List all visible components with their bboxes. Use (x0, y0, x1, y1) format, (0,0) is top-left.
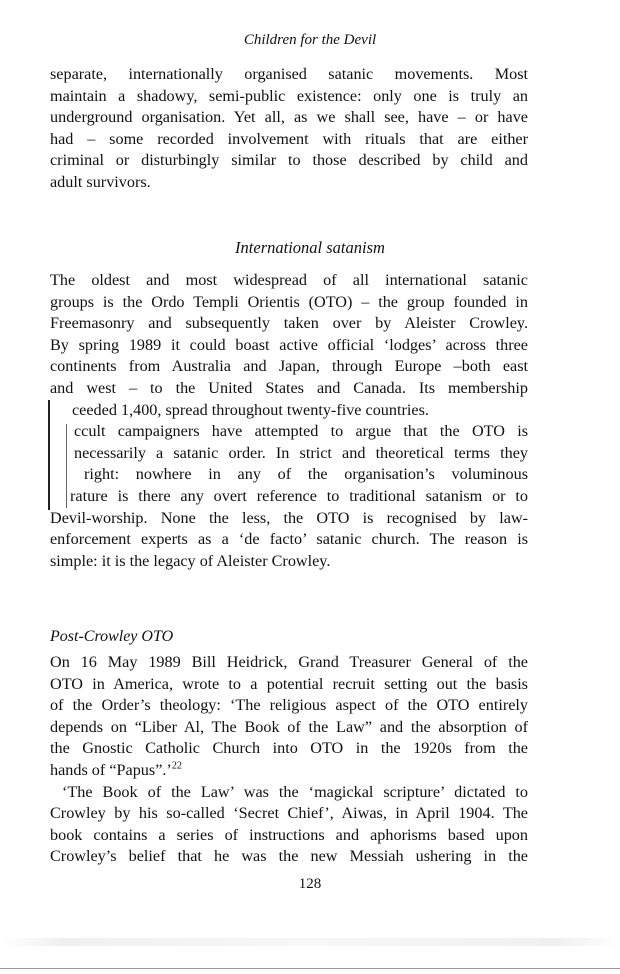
text-line: maintain a shadowy, semi-public existence: only one is truly an (50, 86, 528, 105)
show-through-text (0, 938, 620, 946)
text-line: the Gnostic Catholic Church into OTO in the 1920s from the (50, 739, 528, 758)
text-line: On 16 May 1989 Bill Heidrick, Grand Treasurer General of the (50, 653, 528, 671)
text-line: of the Order’s theology: ‘The religious aspect of the OTO entirely (50, 696, 528, 715)
text-line: had – some recorded involvement with rituals that are either (50, 129, 528, 148)
text-line: groups is the Ordo Templi Orientis (OTO) – the group founded in (50, 292, 528, 311)
text-line: Freemasonry and subsequently taken over by Aleister Crowley. (50, 314, 528, 333)
text-line: ccult campaigners have attempted to argue that the OTO is (74, 422, 528, 441)
text-line: depends on “Liber Al, The Book of the Law” and the absorption of (50, 717, 528, 736)
text-line: enforcement experts as a ‘de facto’ satanic church. The reason is (50, 530, 528, 549)
section-heading: International satanism (235, 238, 385, 257)
section-paragraph (50, 270, 528, 572)
text-line: Crowley by his so-called ‘Secret Chief’, Aiwas, in April 1904. The (50, 804, 528, 823)
text-line: Crowley’s belief that he was the new Messiah ushering in the (50, 847, 528, 866)
text-line: underground organisation. Yet all, as we shall see, have – or have (50, 108, 528, 127)
text-line: Devil-worship. None the less, the OTO is recognised by law- (50, 508, 528, 527)
text-line: simple: it is the legacy of Aleister Crowley. (50, 551, 331, 570)
text-line: and west – to the United States and Canada. Its membership (50, 378, 528, 397)
text-line: OTO in America, wrote to a potential recruit setting out the basis (50, 674, 528, 693)
page-fold-mark (66, 424, 67, 508)
text-line: rature is there any overt reference to traditional satanism or to (70, 486, 528, 505)
text-line: continents from Australia and Japan, through Europe –both east (50, 357, 528, 376)
intro-paragraph (50, 64, 528, 194)
text-line: book contains a series of instructions and aphorisms based upon (50, 825, 528, 844)
text-line: criminal or disturbingly similar to those described by child and (50, 151, 528, 170)
text-fragment: hands of “Papus”.’ (50, 760, 172, 779)
text-line: adult survivors. (50, 172, 151, 191)
text-line (50, 760, 528, 782)
subheading: Post-Crowley OTO (50, 628, 174, 645)
text-line: The oldest and most widespread of all international satanic (50, 271, 528, 289)
post-crowley-paragraph (50, 652, 528, 868)
page-edge (0, 968, 620, 969)
text-line: ‘The Book of the Law’ was the ‘magickal scripture’ dictated to (62, 782, 528, 801)
text-line: By spring 1989 it could boast active official ‘lodges’ across three (50, 335, 528, 354)
text-line: ceeded 1,400, spread throughout twenty-five countries. (72, 400, 429, 419)
text-line: necessarily a satanic order. In strict and theoretical terms they (74, 443, 528, 462)
footnote-reference: 22 (171, 760, 182, 772)
text-line: right: nowhere in any of the organisation’s voluminous (84, 465, 528, 484)
text-line: separate, internationally organised satanic movements. Most (50, 65, 528, 83)
page-number: 128 (298, 876, 322, 892)
running-head: Children for the Devil (243, 32, 377, 48)
page-fold-mark (48, 400, 50, 510)
